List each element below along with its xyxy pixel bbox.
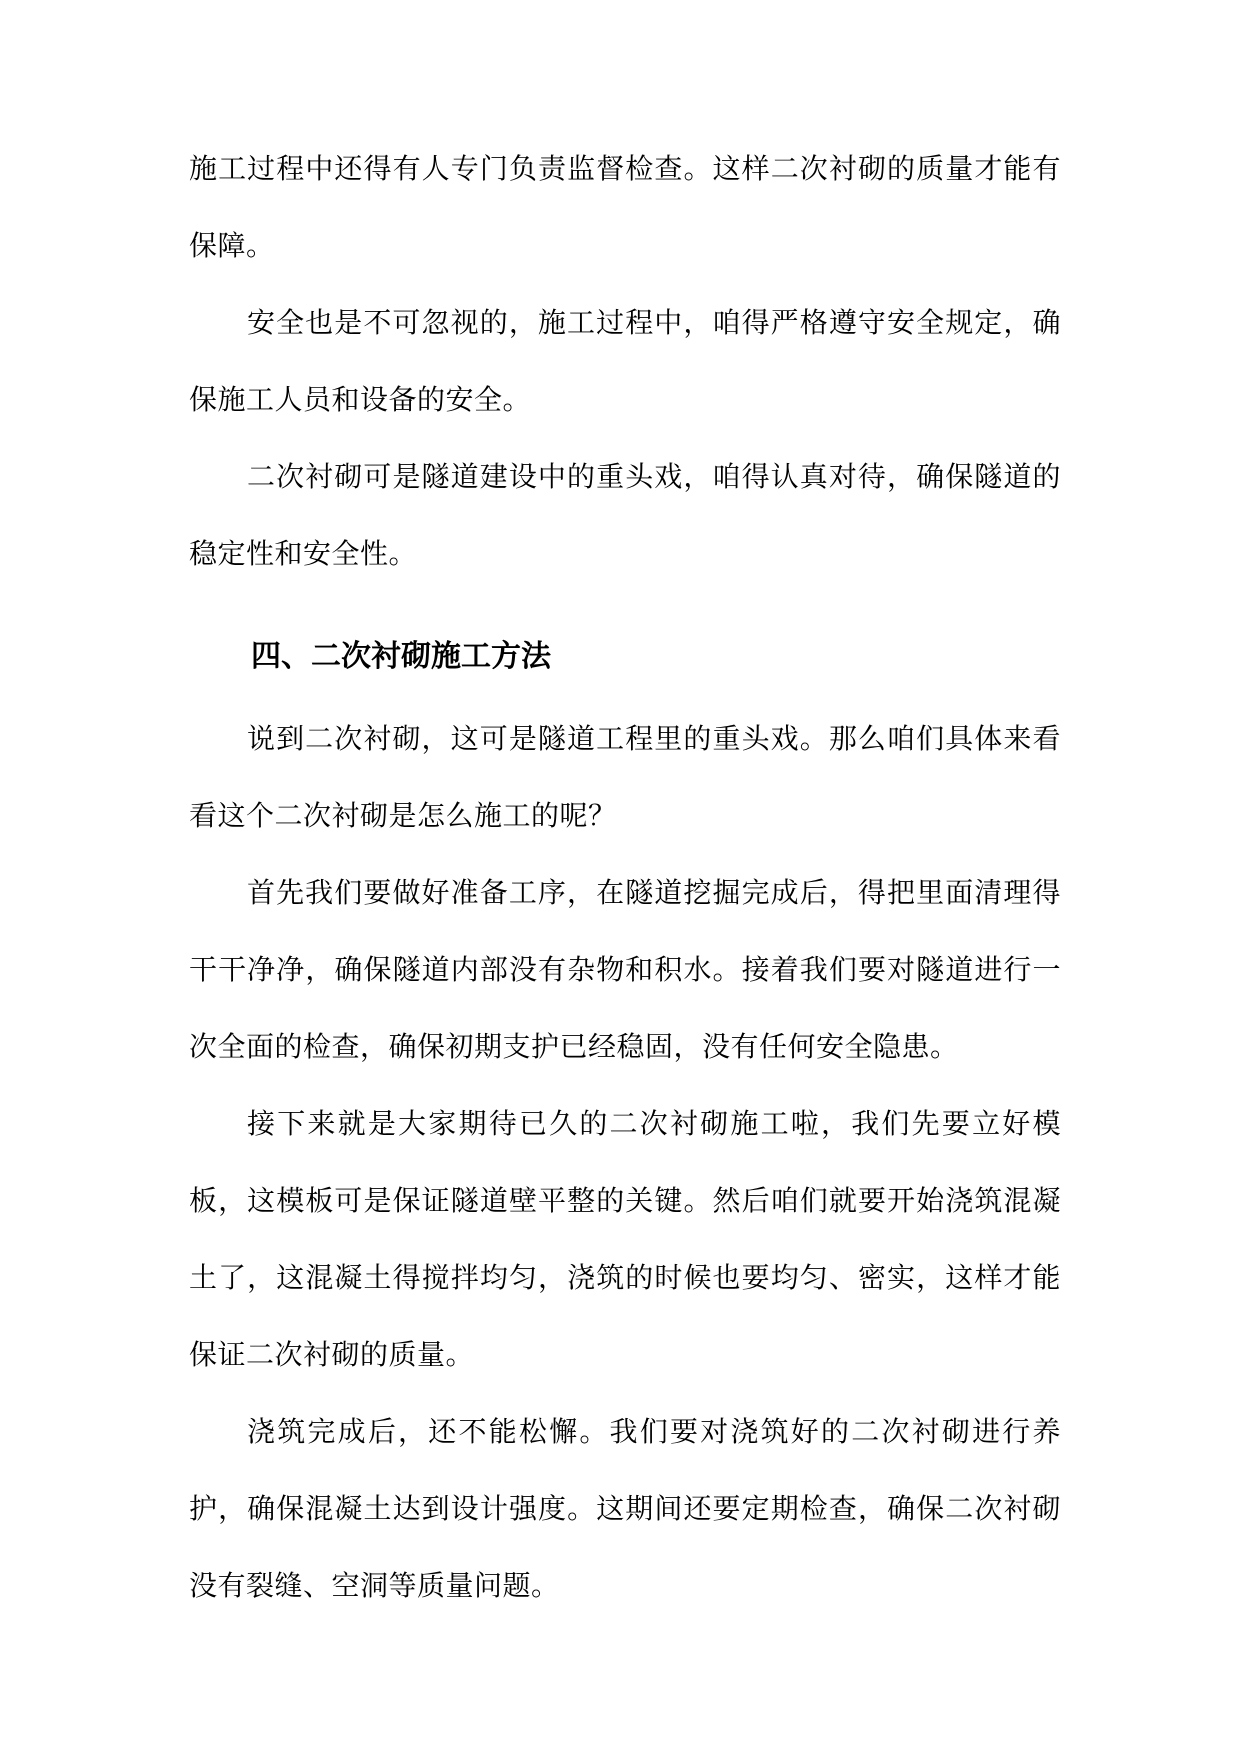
paragraph-construction: 接下来就是大家期待已久的二次衬砌施工啦，我们先要立好模板，这模板可是保证隧道壁平整的关键。然后咱们就要开始浇筑混凝土了，这混凝土得搅拌均匀，浇筑的时候也要均匀、密实，这样才能保证二次衬砌的质量。 [189,1107,1061,1371]
paragraph-continuation: 施工过程中还得有人专门负责监督检查。这样二次衬砌的质量才能有保障。 [189,152,1061,262]
section-heading: 四、二次衬砌施工方法 [251,639,551,674]
paragraph-importance: 二次衬砌可是隧道建设中的重头戏，咱得认真对待，确保隧道的稳定性和安全性。 [189,460,1061,570]
paragraph-safety: 安全也是不可忽视的，施工过程中，咱得严格遵守安全规定，确保施工人员和设备的安全。 [189,306,1061,416]
paragraph-curing: 浇筑完成后，还不能松懈。我们要对浇筑好的二次衬砌进行养护，确保混凝土达到设计强度。这期间还要定期检查，确保二次衬砌没有裂缝、空洞等质量问题。 [189,1415,1061,1602]
paragraph-intro: 说到二次衬砌，这可是隧道工程里的重头戏。那么咱们具体来看看这个二次衬砌是怎么施工的呢？ [189,722,1061,832]
paragraph-preparation: 首先我们要做好准备工序，在隧道挖掘完成后，得把里面清理得干干净净，确保隧道内部没有杂物和积水。接着我们要对隧道进行一次全面的检查，确保初期支护已经稳固，没有任何安全隐患。 [189,876,1061,1063]
document-body [189,130,1061,1624]
